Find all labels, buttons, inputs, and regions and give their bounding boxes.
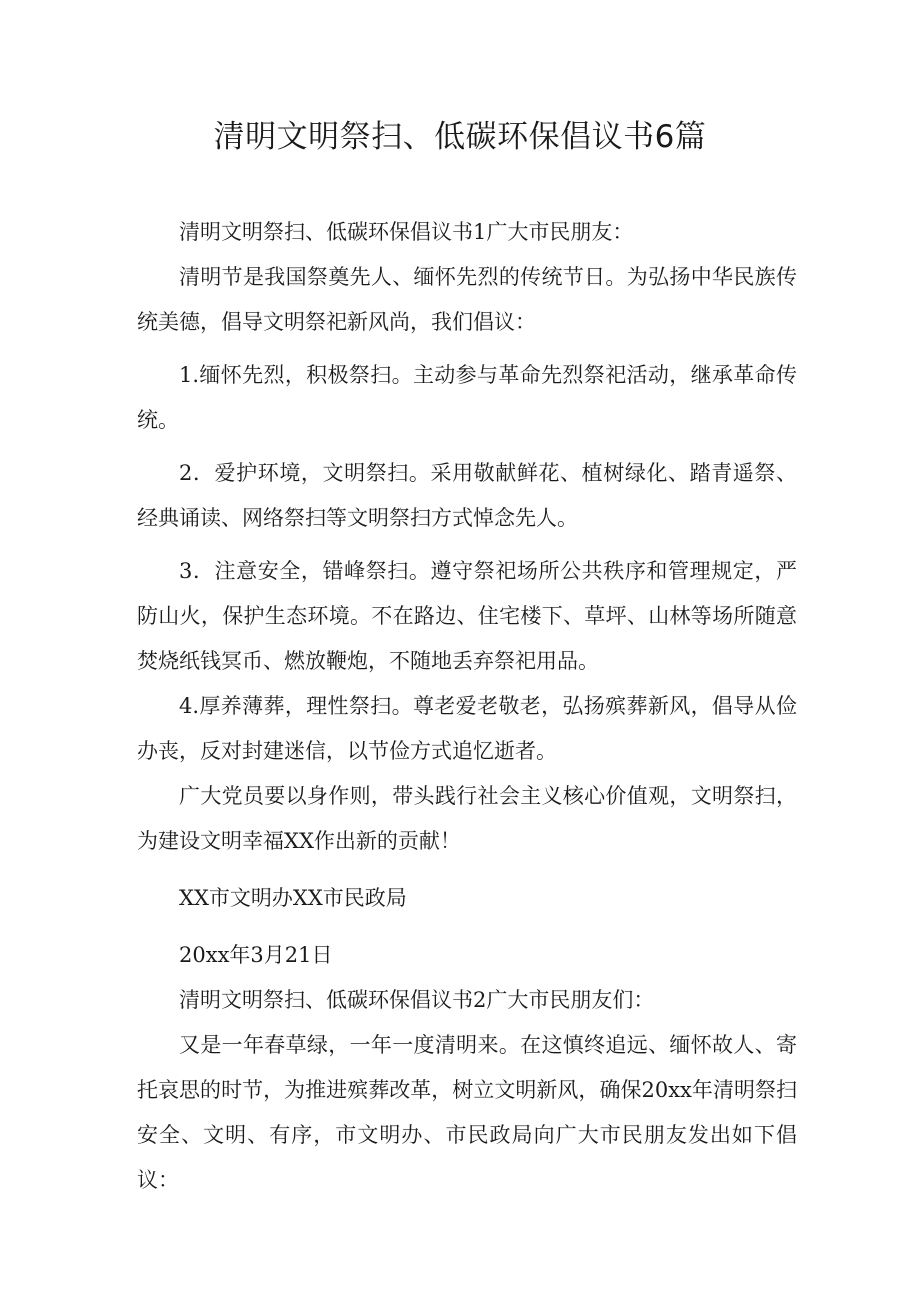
paragraph-4: 2．爱护环境，文明祭扫。采用敬献鲜花、植树绿化、踏青遥祭、经典诵读、网络祭扫等文明祭扫方式悼念先人。 xyxy=(137,461,797,530)
paragraph-11: 又是一年春草绿，一年一度清明来。在这慎终追远、缅怀故人、寄托哀思的时节，为推进殡葬改革，树立文明新风，确保20xx年清明祭扫安全、文明、有序，市文明办、市民政局向广大市民朋友发出如下倡议： xyxy=(137,1033,797,1192)
signature-date: 20xx年3月21日 xyxy=(179,943,333,967)
paragraph-6: 4.厚养薄葬，理性祭扫。尊老爱老敬老，弘扬殡葬新风，倡导从俭办丧，反对封建迷信，以节俭方式追忆逝者。 xyxy=(137,694,797,763)
document-body xyxy=(137,210,797,1203)
paragraph-7: 广大党员要以身作则，带头践行社会主义核心价值观，文明祭扫，为建设文明幸福XX作出新的贡献！ xyxy=(137,784,797,853)
paragraph-2: 清明节是我国祭奠先人、缅怀先烈的传统节日。为弘扬中华民族传统美德，倡导文明祭祀新风尚，我们倡议： xyxy=(137,265,797,334)
signature-organizations: XX市文明办XX市民政局 xyxy=(179,886,407,910)
paragraph-3: 1.缅怀先烈，积极祭扫。主动参与革命先烈祭祀活动，继承革命传统。 xyxy=(137,363,797,432)
paragraph-1: 清明文明祭扫、低碳环保倡议书1广大市民朋友： xyxy=(179,220,634,244)
paragraph-5: 3．注意安全，错峰祭扫。遵守祭祀场所公共秩序和管理规定，严防山火，保护生态环境。不在路边、住宅楼下、草坪、山林等场所随意焚烧纸钱冥币、燃放鞭炮，不随地丢弃祭祀用品。 xyxy=(137,559,797,673)
document-title: 清明文明祭扫、低碳环保倡议书6篇 xyxy=(213,119,707,155)
paragraph-10: 清明文明祭扫、低碳环保倡议书2广大市民朋友们： xyxy=(179,988,655,1012)
